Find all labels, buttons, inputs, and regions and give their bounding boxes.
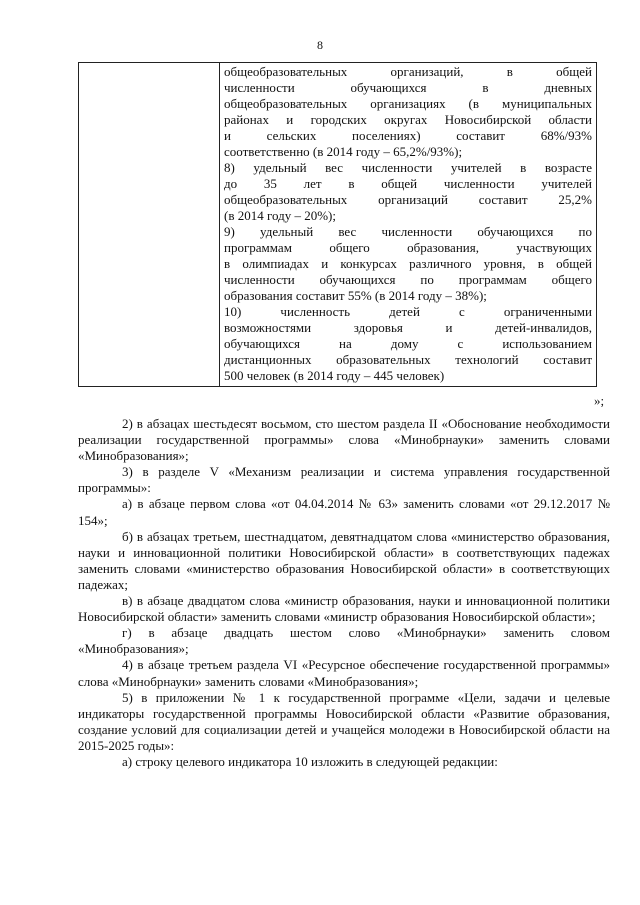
cell-line: 500 человек (в 2014 году – 445 человек)	[224, 368, 445, 383]
paragraph: 2) в абзацах шестьдесят восьмом, сто шестом раздела II «Обоснование необходимости реализации государственной программы» слова «Минобрнауки» заменить словами «Минобразования»;	[78, 416, 610, 464]
paragraph: 3) в разделе V «Механизм реализации и система управления государственной программы»:	[78, 464, 610, 496]
cell-line: программам общего образования, участвующих	[224, 240, 592, 255]
cell-line: (в 2014 году – 20%);	[224, 208, 336, 223]
cell-line: районах и городских округах Новосибирской области	[224, 112, 592, 127]
page-number: 8	[317, 38, 323, 52]
table-cell-empty	[79, 63, 220, 387]
cell-line: 10) численность детей с ограниченными	[224, 304, 592, 319]
cell-line: общеобразовательных организаций, в общей	[224, 64, 592, 79]
table-cell-indicators	[220, 63, 597, 387]
cell-line: численности обучающихся по программам общего	[224, 272, 592, 287]
cell-line: 9) удельный вес численности обучающихся по	[224, 224, 592, 239]
paragraph: б) в абзацах третьем, шестнадцатом, девятнадцатом слова «министерство образования, науки и инновационной политики Новосибирской области» в соответствующих падежах заменить словами «министерство образования Новосибирской области» в соответствующих падежах;	[78, 528, 610, 592]
paragraph: 4) в абзаце третьем раздела VI «Ресурсное обеспечение государственной программы» слова «Минобрнауки» заменить словами «Минобразования»;	[78, 657, 610, 689]
cell-line: соответственно (в 2014 году – 65,2%/93%);	[224, 144, 463, 159]
cell-line: обучающихся на дому с использованием	[224, 336, 592, 351]
cell-line: 8) удельный вес численности учителей в возрасте	[224, 160, 592, 175]
table-row	[79, 63, 597, 387]
cell-line: общеобразовательных организациях (в муниципальных	[224, 96, 592, 111]
cell-line: в олимпиадах и конкурсах различного уровня, в общей	[224, 256, 592, 271]
closing-quote-mark: »;	[594, 393, 605, 408]
amendment-text	[78, 416, 610, 770]
paragraph: а) в абзаце первом слова «от 04.04.2014 № 63» заменить словами «от 29.12.2017 № 154»;	[78, 496, 610, 528]
cell-line: дистанционных образовательных технологий составит	[224, 352, 592, 367]
cell-line: численности обучающихся в дневных	[224, 80, 592, 95]
paragraph: 5) в приложении № 1 к государственной программе «Цели, задачи и целевые индикаторы государственной программы Новосибирской области «Развитие образования, создание условий для социализации детей и учащейся молодежи в Новосибирской области на 2015-2025 годы»:	[78, 689, 610, 753]
continuation-table	[78, 62, 597, 387]
paragraph: г) в абзаце двадцать шестом слово «Минобрнауки» заменить словом «Минобразования»;	[78, 625, 610, 657]
cell-line: возможностями здоровья и детей-инвалидов,	[224, 320, 592, 335]
cell-line: и сельских поселениях) составит 68%/93%	[224, 128, 592, 143]
cell-line: до 35 лет в общей численности учителей	[224, 176, 592, 191]
paragraph: в) в абзаце двадцатом слова «министр образования, науки и инновационной политики Новосибирской области» заменить словами «министр образования Новосибирской области»;	[78, 593, 610, 625]
paragraph: а) строку целевого индикатора 10 изложить в следующей редакции:	[122, 753, 498, 769]
cell-line: общеобразовательных организаций составит 25,2%	[224, 192, 592, 207]
cell-line: образования составит 55% (в 2014 году – 38%);	[224, 288, 487, 303]
